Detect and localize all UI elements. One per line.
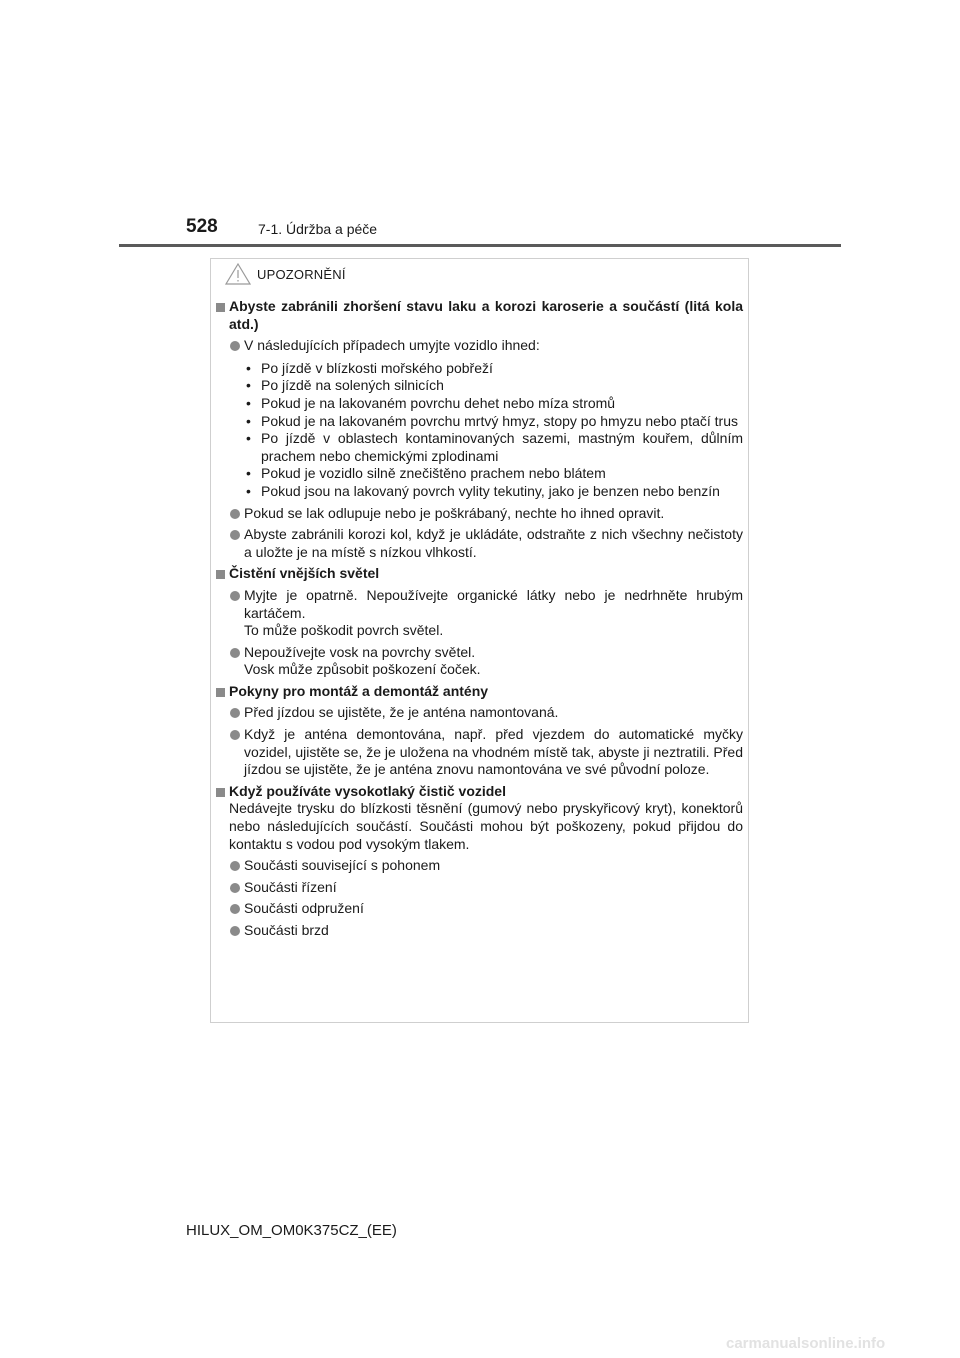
bullet-item: V následujících případech umyjte vozidlo ihned:: [216, 337, 743, 355]
round-bullet-icon: [230, 883, 240, 893]
page-number: 528: [186, 216, 218, 237]
sub-item: • Po jízdě v oblastech kontaminovaných sazemi, mastným kouřem, důlním prachem nebo chemickými zplodinami: [246, 430, 743, 464]
document-code: HILUX_OM_OM0K375CZ_(EE): [186, 1222, 397, 1239]
section-title: 7-1. Údržba a péče: [258, 221, 378, 237]
sub-item: • Pokud jsou na lakovaný povrch vylity tekutiny, jako je benzen nebo benzín: [246, 482, 720, 499]
warning-title: UPOZORNĚNÍ: [257, 266, 346, 282]
section-heading: Když používáte vysokotlaký čistič vozidel: [216, 783, 743, 801]
round-bullet-icon: [230, 530, 240, 540]
section-paragraph: Nedávejte trysku do blízkosti těsnění (gumový nebo pryskyřicový kryt), konektorů nebo následujících součástí. Součásti mohou být poškozeny, pokud přijdou do kontaktu s vodou pod vysokým tlakem.: [229, 800, 743, 852]
sub-item: • Pokud je vozidlo silně znečištěno prachem nebo blátem: [246, 465, 606, 482]
round-bullet-icon: [230, 861, 240, 871]
watermark: carmanualsonline.info: [726, 1335, 886, 1352]
bullet-item: Pokud se lak odlupuje nebo je poškrábaný, nechte ho ihned opravit.: [216, 505, 743, 523]
round-bullet-icon: [230, 648, 240, 658]
round-bullet-icon: [230, 591, 240, 601]
sub-item: • Po jízdě v blízkosti mořského pobřeží: [246, 359, 493, 376]
bullet-item: Součásti odpružení: [216, 900, 743, 918]
bullet-item: Nepoužívejte vosk na povrchy světel. Vosk může způsobit poškození čoček.: [216, 644, 743, 679]
warning-triangle-icon: [225, 262, 251, 286]
warning-header: [225, 261, 346, 287]
warning-box: [210, 258, 749, 1023]
square-bullet-icon: [216, 303, 225, 312]
round-bullet-icon: [230, 730, 240, 740]
header-divider: [119, 244, 841, 247]
sub-item: • Pokud je na lakovaném povrchu dehet nebo míza stromů: [246, 394, 616, 411]
bullet-item: Součásti řízení: [216, 879, 743, 897]
warning-body: [216, 298, 743, 940]
round-bullet-icon: [230, 341, 240, 351]
square-bullet-icon: [216, 688, 225, 697]
section-heading: Abyste zabránili zhoršení stavu laku a korozi karoserie a součástí (litá kola atd.): [216, 298, 743, 333]
section-heading: Čistění vnějších světel: [216, 565, 743, 583]
round-bullet-icon: [230, 708, 240, 718]
sub-item: • Pokud je na lakovaném povrchu mrtvý hmyz, stopy po hmyzu nebo ptačí trus: [246, 412, 739, 429]
sub-item: • Po jízdě na solených silnicích: [246, 377, 444, 394]
bullet-item: Abyste zabránili korozi kol, když je ukládáte, odstraňte z nich všechny nečistoty a uložte je na místě s nízkou vlhkostí.: [216, 526, 743, 561]
square-bullet-icon: [216, 570, 225, 579]
round-bullet-icon: [230, 904, 240, 914]
square-bullet-icon: [216, 788, 225, 797]
round-bullet-icon: [230, 509, 240, 519]
bullet-item: Myjte je opatrně. Nepoužívejte organické látky nebo je nedrhněte hrubým kartáčem. To může poškodit povrch světel.: [216, 587, 743, 640]
section-heading: Pokyny pro montáž a demontáž antény: [216, 683, 743, 701]
bullet-item: Před jízdou se ujistěte, že je anténa namontovaná.: [216, 704, 743, 722]
bullet-item: Když je anténa demontována, např. před vjezdem do automatické myčky vozidel, ujistěte se, že je uložena na vhodném místě tak, abyste ji neztratili. Před jízdou se ujistěte, že je anténa znovu namontována ve své původní poloze.: [216, 726, 743, 779]
bullet-item: Součásti brzd: [216, 922, 743, 940]
round-bullet-icon: [230, 926, 240, 936]
bullet-item: Součásti související s pohonem: [216, 857, 743, 875]
